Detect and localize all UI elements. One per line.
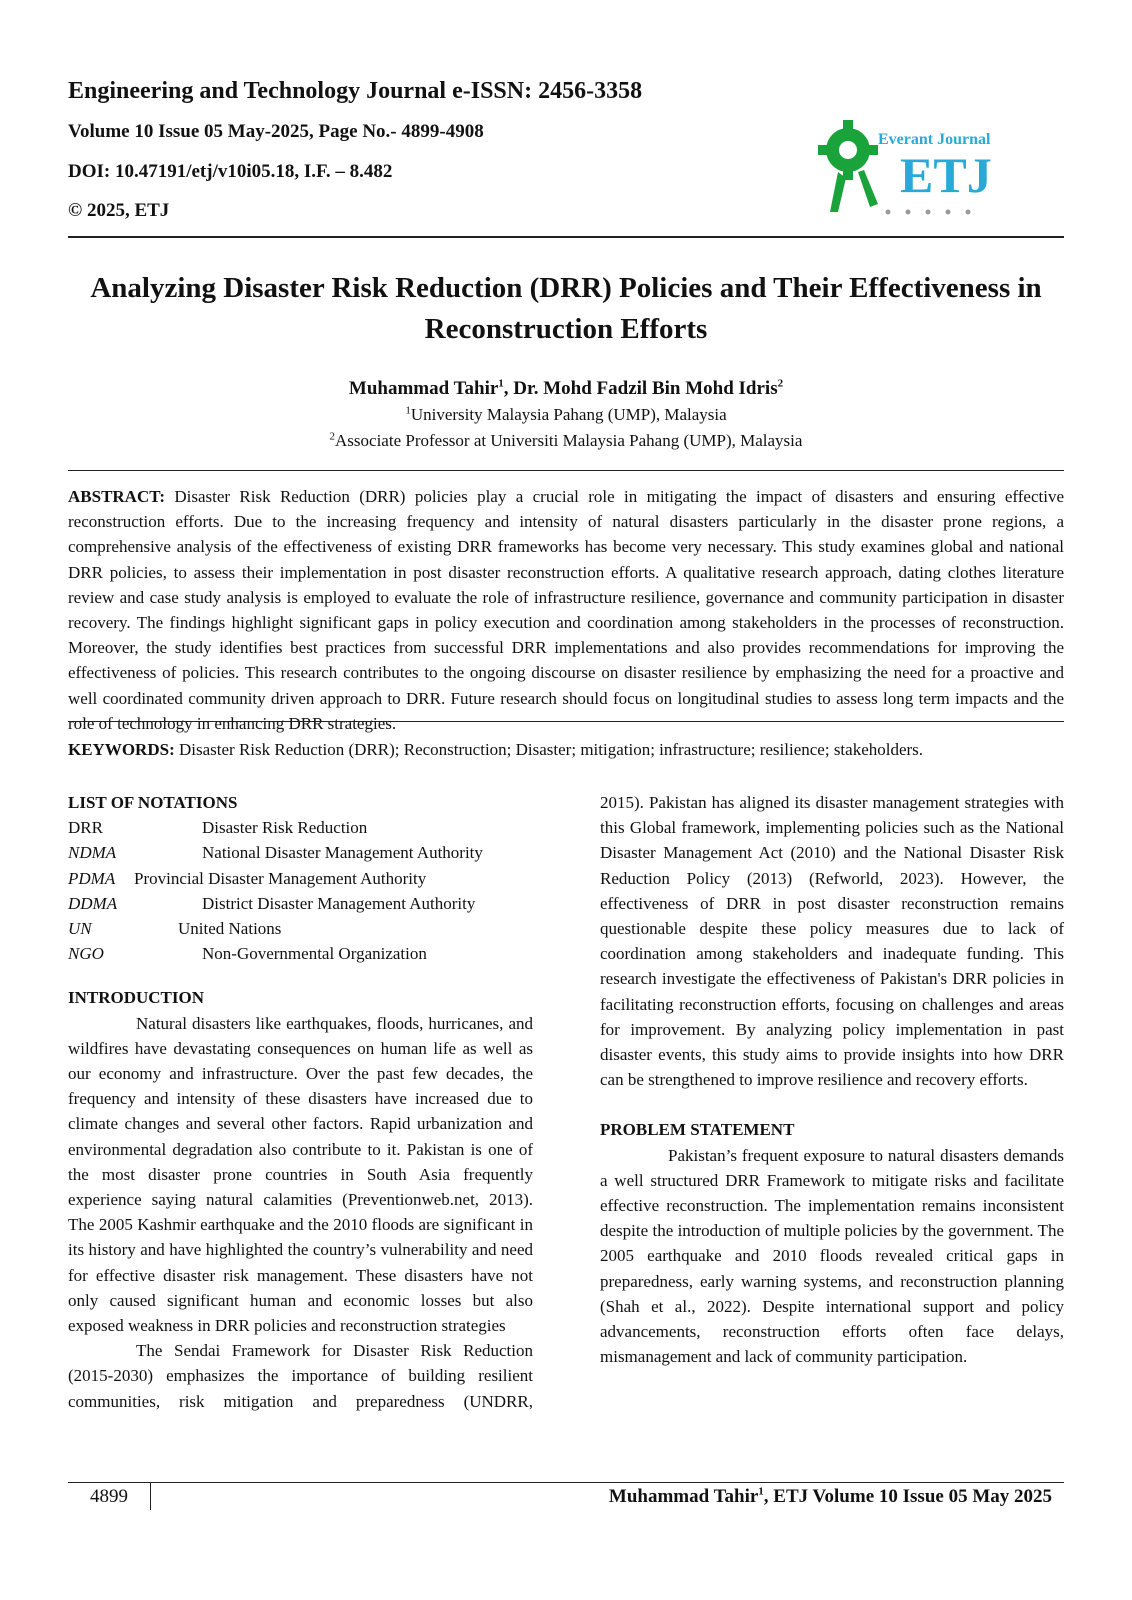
footer-citation <box>609 1486 1052 1508</box>
logo-dots <box>886 210 971 215</box>
abstract-text: Disaster Risk Reduction (DRR) policies play a crucial role in mitigating the impact of disasters and ensuring effective reconstruction efforts. Due to the increasing frequency and intensity of natural disasters particularly in the disaster prone regions, a comprehensive analysis of the effectiveness of existing DRR frameworks has become very necessary. This study examines global and national DRR policies, to assess their implementation in post disaster reconstruction efforts. A qualitative research approach, dating clothes literature review and case study analysis is employed to evaluate the role of infrastructure resilience, governance and community participation in disaster recovery. The findings highlight significant gaps in policy execution and coordination among stakeholders in the processes of reconstruction. Moreover, the study identifies best practices from successful DRR implementations and also provides recommendations for improving the effectiveness of policies. This research contributes to the ongoing discourse on disaster resilience by emphasizing the need for a proactive and well coordinated community driven approach to DRR. Future research should focus on longitudinal studies to assess long term impacts and the role of technology in enhancing DRR strategies. <box>68 487 1064 733</box>
notation-row <box>68 815 533 840</box>
section-gap <box>600 1092 1064 1117</box>
page-number: 4899 <box>90 1486 128 1507</box>
notation-abbr: PDMA <box>68 868 116 888</box>
footer-journal: , ETJ Volume 10 Issue 05 May 2025 <box>763 1486 1052 1507</box>
notation-def: National Disaster Management Authority <box>202 843 483 863</box>
copyright: © 2025, ETJ <box>68 200 170 221</box>
problem-heading: PROBLEM STATEMENT <box>600 1120 795 1140</box>
notation-row <box>68 941 533 966</box>
author-list <box>68 378 1064 400</box>
notation-abbr: NGO <box>68 944 104 964</box>
problem-paragraph: Pakistan’s frequent exposure to natural disasters demands a well structured DRR Framework to mitigate risks and facilitate effective reconstruction. The implementation remains inconsistent despite the introduction of multiple policies by the government. The 2005 earthquake and 2010 floods revealed critical gaps in preparedness, early warning systems, and reconstruction planning (Shah et al., 2022). Despite international support and policy advancements, reconstruction efforts often face delays, mismanagement and lack of community participation. <box>600 1145 1064 1367</box>
author-2: Dr. Mohd Fadzil Bin Mohd Idris <box>513 378 778 399</box>
footer-author: Muhammad Tahir <box>608 1486 759 1507</box>
affiliation-2-sup: 2 <box>329 430 336 443</box>
notation-def: District Disaster Management Authority <box>202 893 476 913</box>
author-1-sup: 1 <box>498 377 504 390</box>
footer-divider <box>150 1483 151 1510</box>
introduction-heading: INTRODUCTION <box>68 988 205 1008</box>
notation-row <box>68 916 533 941</box>
notation-def: Disaster Risk Reduction <box>202 818 368 838</box>
introduction-paragraph-2: The Sendai Framework for Disaster Risk Reduction (2015-2030) emphasizes the importance of building resilient communities, risk mitigation and preparedness (UNDRR, <box>68 1341 533 1411</box>
doi-info: DOI: 10.47191/etj/v10i05.18, I.F. – 8.482 <box>68 161 393 182</box>
journal-logo <box>808 112 1018 222</box>
paper-title: Analyzing Disaster Risk Reduction (DRR) Policies and Their Effectiveness in Reconstruction Efforts <box>90 272 1042 345</box>
keywords-label: KEYWORDS: <box>68 740 175 759</box>
introduction-paragraph-1: Natural disasters like earthquakes, floods, hurricanes, and wildfires have devastating consequences on human life as well as our economy and infrastructure. Over the past few decades, the frequency and intensity of these disasters have increased due to climate changes and several other factors. Rapid urbanization and environmental degradation also contribute to it. Pakistan is one of the most disaster prone countries in South Asia frequently experience saying natural calamities (Preventionweb.net, 2013). The 2005 Kashmir earthquake and the 2010 floods are significant in its history and have highlighted the country’s vulnerability and need for effective disaster risk management. These disasters have not only caused significant human and economic losses but also exposed weakness in DRR policies and reconstruction strategies <box>68 1013 533 1335</box>
notation-abbr: DRR <box>68 818 103 838</box>
author-1: Muhammad Tahir <box>348 378 499 399</box>
author-2-sup: 2 <box>777 377 784 390</box>
abstract <box>68 484 1064 736</box>
gear-icon <box>818 120 878 212</box>
notation-def: Provincial Disaster Management Authority <box>134 868 427 888</box>
notation-abbr: UN <box>68 918 92 938</box>
notation-row <box>68 840 533 865</box>
affiliation-2 <box>68 431 1064 451</box>
notation-row <box>68 891 533 916</box>
journal-name: Engineering and Technology Journal e-ISSN: 2456-3358 <box>68 78 643 104</box>
affiliation-1-sup: 1 <box>405 404 411 417</box>
author-separator: , <box>503 378 514 399</box>
notations-list <box>68 815 533 966</box>
notation-def: Non-Governmental Organization <box>202 944 427 964</box>
introduction-paragraph-2-continued: 2015). Pakistan has aligned its disaster management strategies with this Global framework, implementing policies such as the National Disaster Management Act (2010) and the National Disaster Risk Reduction Policy (2013) (Refworld, 2023). However, the effectiveness of DRR in post disaster reconstruction remains questionable despite these policy measures due to lack of coordination among stakeholders and inadequate funding. This research investigate the effectiveness of Pakistan's DRR policies in facilitating reconstruction efforts, focusing on challenges and areas for improvement. By analyzing policy implementation in past disaster events, this study aims to provide insights into how DRR can be strengthened to improve resilience and recovery efforts. <box>600 793 1064 1090</box>
affiliation-1-text: University Malaysia Pahang (UMP), Malaysia <box>410 405 727 424</box>
logo-text-main: ETJ <box>900 147 992 203</box>
notation-abbr: NDMA <box>68 843 117 863</box>
header-rule <box>68 236 1064 238</box>
keywords-text: Disaster Risk Reduction (DRR); Reconstruction; Disaster; mitigation; infrastructure; resilience; stakeholders. <box>174 740 924 759</box>
keywords <box>68 740 1064 760</box>
abstract-bottom-rule <box>68 721 1064 722</box>
abstract-top-rule <box>68 470 1064 471</box>
notation-abbr: DDMA <box>68 893 118 913</box>
abstract-label: ABSTRACT: <box>68 487 165 506</box>
notation-def: United Nations <box>178 918 282 938</box>
notations-heading: LIST OF NOTATIONS <box>68 793 238 812</box>
volume-info: Volume 10 Issue 05 May-2025, Page No.- 4899-4908 <box>68 121 484 142</box>
right-column <box>600 790 1064 1369</box>
affiliation-2-text: Associate Professor at Universiti Malaysia Pahang (UMP), Malaysia <box>335 431 803 450</box>
footer-author-sup: 1 <box>758 1485 764 1498</box>
footer-rule <box>68 1482 1064 1483</box>
notation-row <box>68 866 533 891</box>
logo-text-top: Everant Journal <box>878 131 991 148</box>
affiliation-1 <box>68 405 1064 425</box>
left-column <box>68 790 533 1414</box>
